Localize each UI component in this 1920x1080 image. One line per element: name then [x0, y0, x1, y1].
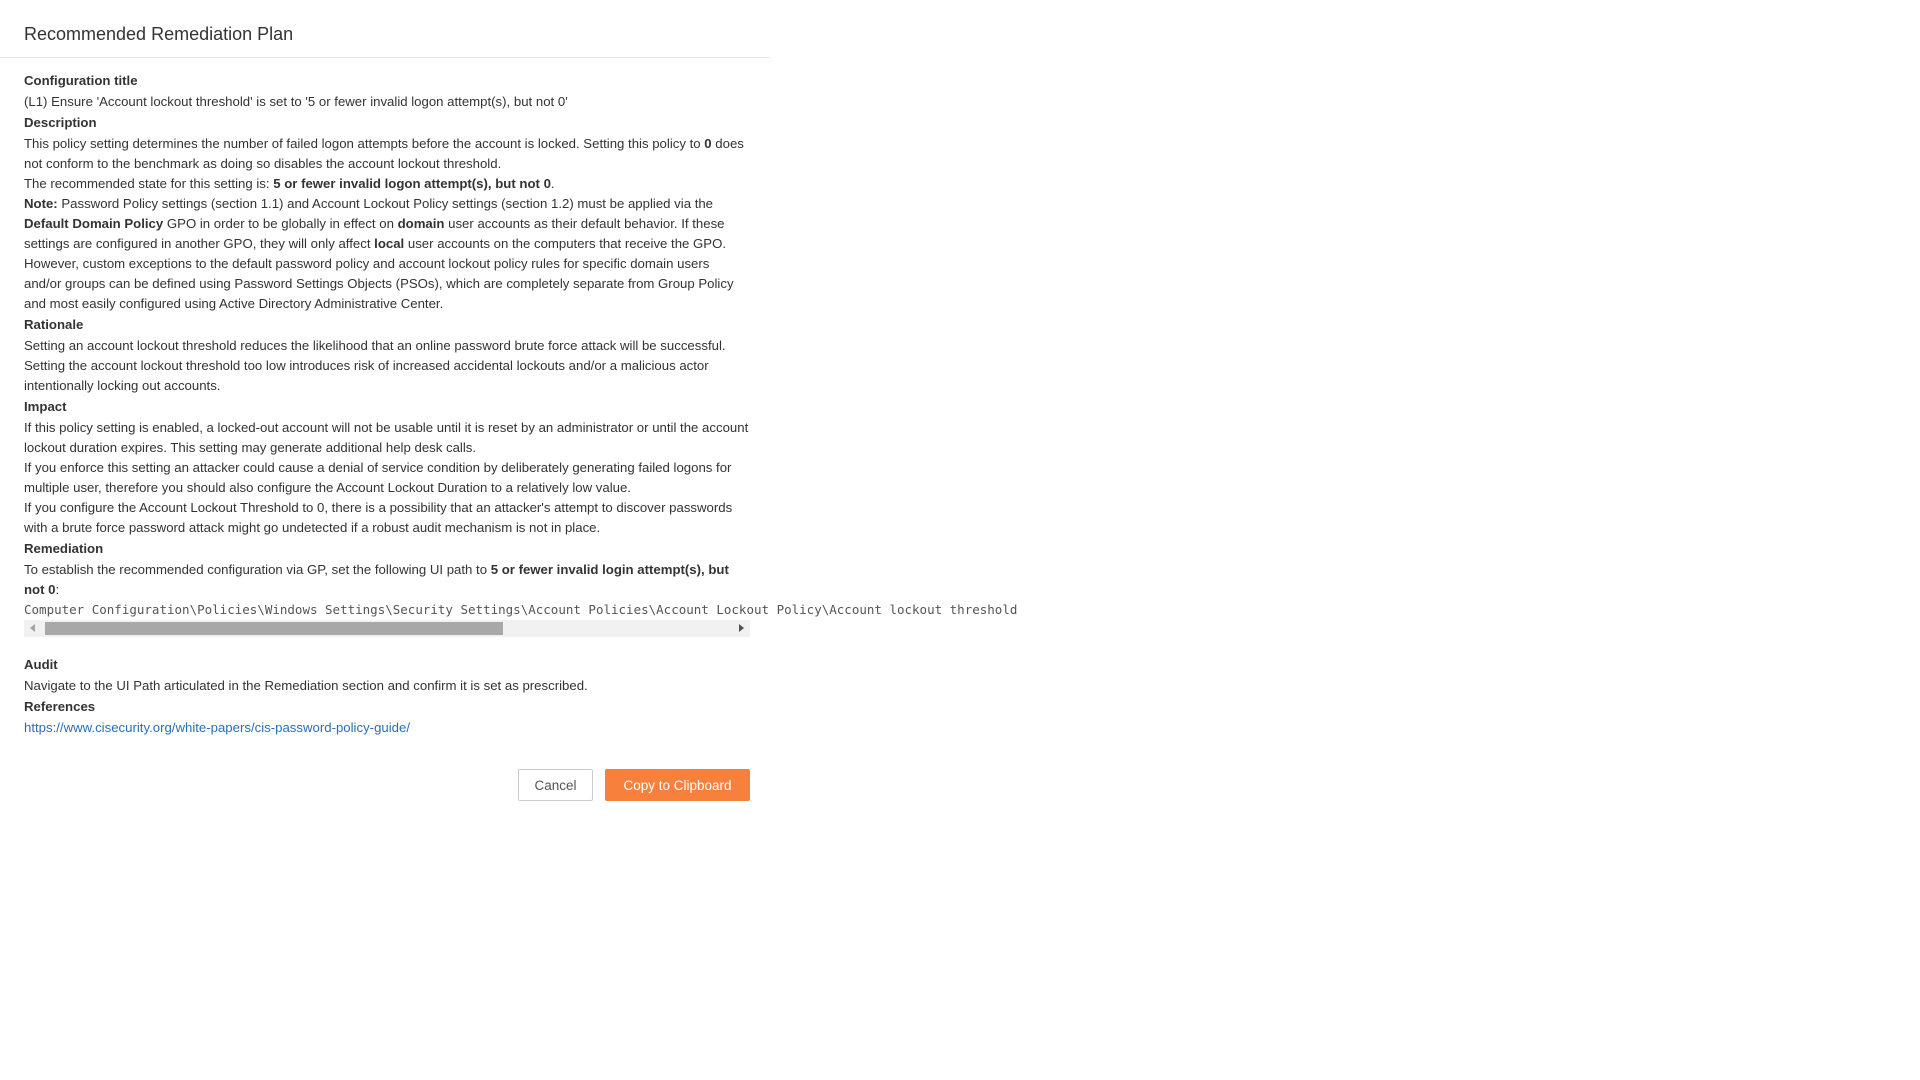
remediation-text: To establish the recommended configuration via GP, set the following UI path to 5 or fewer invalid login attempt(s), but not 0:	[24, 562, 729, 597]
scroll-left-arrow-icon[interactable]	[24, 620, 41, 637]
impact-paragraph-3: If you configure the Account Lockout Threshold to 0, there is a possibility that an attacker's attempt to discover passwords with a brute force password attack might go undetected if a robust audit mechanism is not in place.	[24, 500, 733, 535]
scroll-right-arrow-icon[interactable]	[733, 620, 750, 637]
impact-paragraph-2: If you enforce this setting an attacker could cause a denial of service condition by deliberately generating failed logons for multiple user, therefore you should also configure the Account Lockout Duration to a relatively low value.	[24, 460, 732, 495]
horizontal-scrollbar[interactable]	[24, 620, 750, 637]
ui-path-code-block	[24, 601, 1018, 637]
remediation-heading: Remediation	[24, 541, 104, 556]
ui-path-code: Computer Configuration\Policies\Windows Settings\Security Settings\Account Policies\Account Lockout Policy\Account lockout threshold	[24, 602, 1018, 617]
dialog-body	[0, 58, 1018, 738]
dialog-footer	[0, 739, 770, 801]
description-paragraph-1: This policy setting determines the number of failed logon attempts before the account is locked. Setting this policy to 0 does not conform to the benchmark as doing so disables the account lockout threshold.	[24, 136, 744, 171]
description-text	[24, 134, 750, 314]
rationale-text: Setting an account lockout threshold reduces the likelihood that an online password brute force attack will be successful. Setting the account lockout threshold too low introduces risk of increased accidental lockouts and/or a malicious actor intentionally locking out accounts.	[24, 338, 726, 393]
impact-paragraph-1: If this policy setting is enabled, a locked-out account will not be usable until it is reset by an administrator or until the account lockout duration expires. This setting may generate additional help desk calls.	[24, 420, 749, 455]
references-heading: References	[24, 699, 96, 714]
copy-to-clipboard-button[interactable]: Copy to Clipboard	[605, 769, 750, 801]
audit-heading: Audit	[24, 657, 58, 672]
impact-heading: Impact	[24, 399, 67, 414]
configuration-value: (L1) Ensure 'Account lockout threshold' is set to '5 or fewer invalid logon attempt(s), but not 0'	[24, 94, 568, 109]
description-paragraph-2: The recommended state for this setting is: 5 or fewer invalid logon attempt(s), but not 0.	[24, 176, 555, 191]
dialog-title: Recommended Remediation Plan	[24, 24, 294, 44]
description-heading: Description	[24, 115, 97, 130]
reference-link[interactable]: https://www.cisecurity.org/white-papers/cis-password-policy-guide/	[24, 720, 410, 735]
impact-text	[24, 418, 750, 538]
references-list	[24, 718, 750, 738]
remediation-dialog	[0, 0, 1018, 801]
cancel-button[interactable]: Cancel	[518, 769, 593, 801]
rationale-heading: Rationale	[24, 317, 84, 332]
configuration-heading: Configuration title	[24, 73, 138, 88]
description-note: Note: Password Policy settings (section 1.1) and Account Lockout Policy settings (section 1.2) must be applied via the Default Domain Policy GPO in order to be globally in effect on domain user accounts as their default behavior. If these settings are configured in another GPO, they will only affect local user accounts on the computers that receive the GPO. However, custom exceptions to the default password policy and account lockout policy rules for specific domain users and/or groups can be defined using Password Settings Objects (PSOs), which are completely separate from Group Policy and most easily configured using Active Directory Administrative Center.	[24, 196, 734, 311]
dialog-header	[0, 0, 770, 58]
audit-text: Navigate to the UI Path articulated in the Remediation section and confirm it is set as prescribed.	[24, 678, 588, 693]
scrollbar-thumb[interactable]	[45, 622, 503, 635]
audit-block	[24, 655, 750, 738]
